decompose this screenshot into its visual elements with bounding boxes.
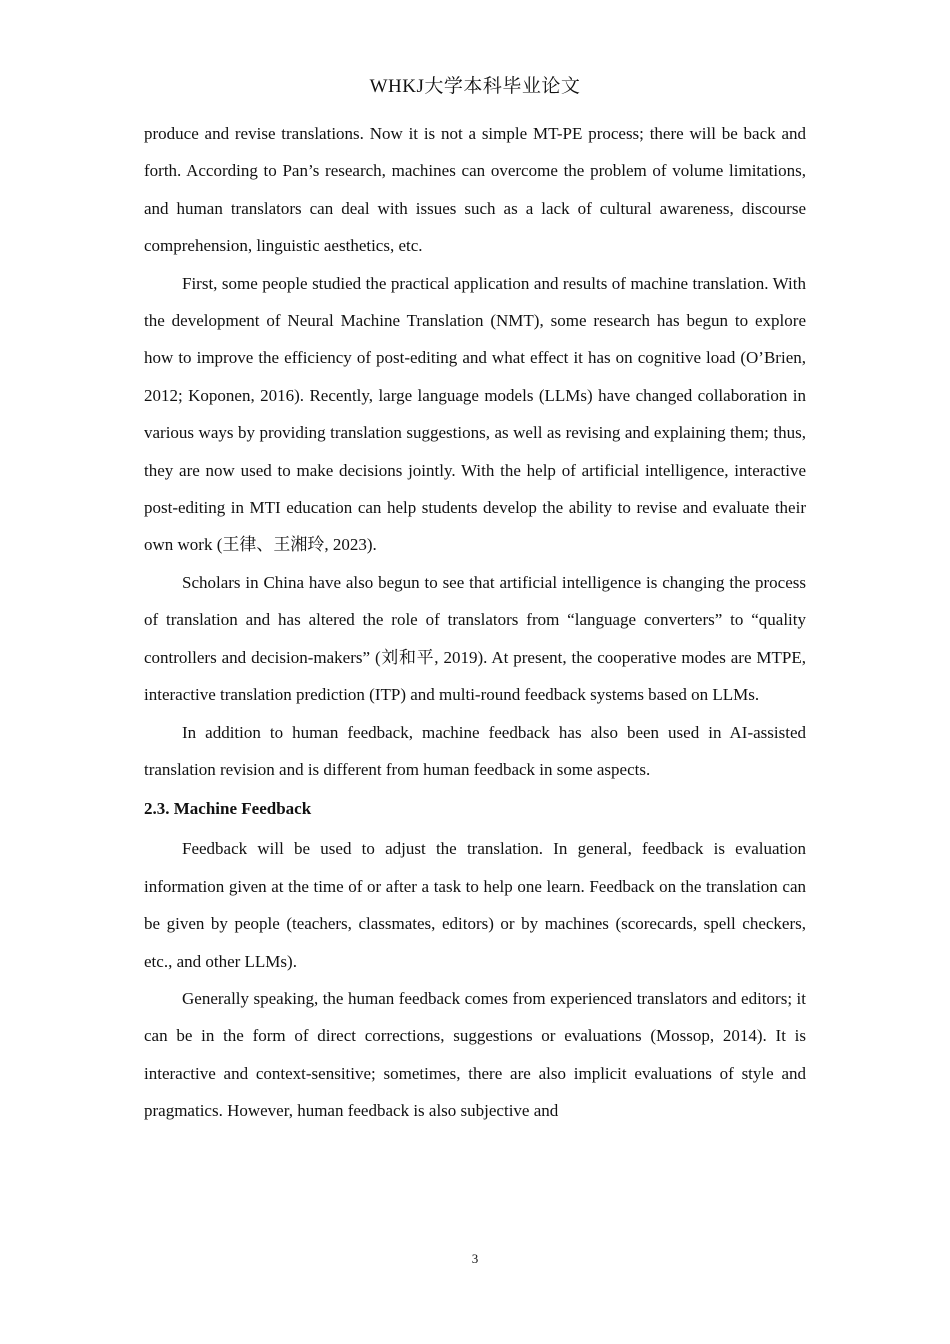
paragraph: In addition to human feedback, machine feedback has also been used in AI-assisted translation revision and is different from human feedback in some aspects. <box>144 722 806 779</box>
paragraph: First, some people studied the practical application and results of machine translation. With the development of Neural Machine Translation (NMT), some research has begun to explore how to improve the efficiency of post-editing and what effect it has on cognitive load (O’Brien, 2012; Koponen, 2016). Recently, large language models (LLMs) have changed collaboration in various ways by providing translation suggestions, as well as revising and explaining them; thus, they are now used to make decisions jointly. With the help of artificial intelligence, interactive post-editing in MTI education can help students develop the ability to revise and evaluate their own work (王律、王湘玲, 2023). <box>144 273 806 555</box>
paragraph: Generally speaking, the human feedback comes from experienced translators and editors; it can be in the form of direct corrections, suggestions or evaluations (Mossop, 2014). It is interactive and context-sensitive; sometimes, there are also implicit evaluations of style and pragmatics. However, human feedback is also subjective and <box>144 988 806 1121</box>
section-heading: 2.3. Machine Feedback <box>144 799 312 819</box>
page-number: 3 <box>471 1251 479 1266</box>
body-text <box>144 115 806 1130</box>
paragraph: Feedback will be used to adjust the translation. In general, feedback is evaluation information given at the time of or after a task to help one learn. Feedback on the translation can be given by people (teachers, classmates, editors) or by machines (scorecards, spell checkers, etc., and other LLMs). <box>144 839 806 971</box>
running-header: WHKJ大学本科毕业论文 <box>369 76 581 97</box>
paragraph: Scholars in China have also begun to see that artificial intelligence is changing the process of translation and has altered the role of translators from “language converters” to “quality controllers and decision-makers” (刘和平, 2019). At present, the cooperative modes are MTPE, interactive translation prediction (ITP) and multi-round feedback systems based on LLMs. <box>144 572 806 705</box>
paragraph-continued: produce and revise translations. Now it is not a simple MT-PE process; there will be back and forth. According to Pan’s research, machines can overcome the problem of volume limitations, and human translators can deal with issues such as a lack of cultural awareness, discourse comprehension, linguistic aesthetics, etc. <box>144 124 806 256</box>
